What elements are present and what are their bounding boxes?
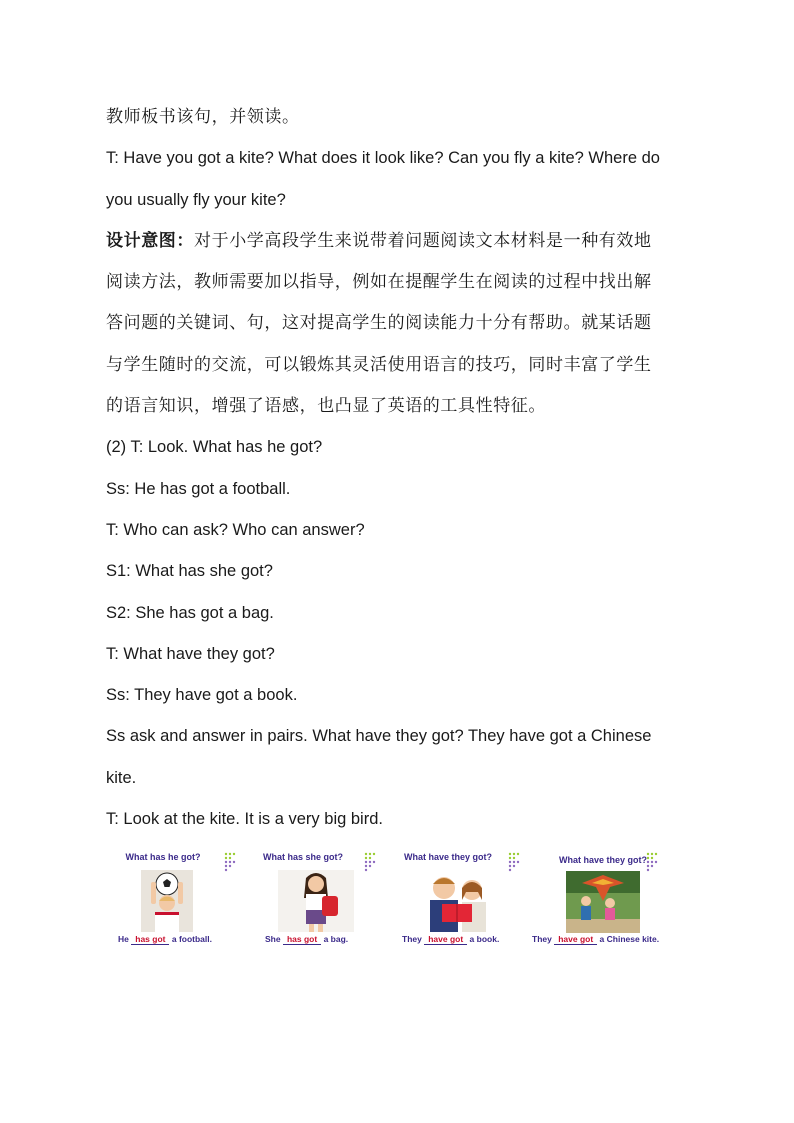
text-line-13: S2: She has got a bag. (106, 603, 274, 622)
dot-grid-icon (364, 852, 378, 874)
children-book-picture (418, 870, 498, 932)
girl-bag-picture (278, 870, 354, 932)
picture-panel-kite (528, 848, 668, 952)
text-line-10: Ss: He has got a football. (106, 479, 291, 498)
answer-blank: has got (131, 934, 169, 945)
text-line-15: Ss: They have got a book. (106, 686, 298, 705)
picture-panels (108, 848, 668, 958)
panel-question: What have they got? (403, 852, 492, 862)
document-body (106, 100, 706, 843)
answer-subject: They (402, 934, 422, 944)
answer-subject: He (118, 934, 129, 944)
picture-panel-bag (248, 848, 388, 952)
answer-object: a bag. (323, 934, 349, 944)
children-kite-picture (566, 871, 640, 933)
picture-panel-football (108, 848, 248, 952)
panel-question: What has he got? (125, 852, 201, 862)
design-intent-text: 对于小学高段学生来说带着问题阅读文本材料是一种有效地 (194, 230, 652, 251)
text-line-11: T: Who can ask? Who can answer? (106, 520, 365, 539)
panel-answer (532, 934, 682, 944)
answer-object: a football. (171, 934, 212, 944)
design-intent-label: 设计意图： (106, 230, 194, 251)
dot-grid-icon (224, 852, 238, 874)
picture-panel-book (388, 848, 528, 952)
answer-object: a book. (469, 934, 500, 944)
text-line-14: T: What have they got? (106, 644, 275, 663)
answer-subject: They (532, 934, 552, 944)
dot-grid-icon (508, 852, 522, 874)
text-line-5: 阅读方法，教师需要加以指导，例如在提醒学生在阅读的过程中找出解 (106, 272, 652, 293)
answer-subject: She (265, 934, 281, 944)
dot-grid-icon (646, 852, 660, 874)
design-intent-line (106, 224, 706, 265)
panel-question: What has she got? (262, 852, 343, 862)
boy-football-picture (141, 870, 193, 932)
answer-blank: have got (554, 934, 597, 945)
text-line-16: Ss ask and answer in pairs. What have they got? They have got a Chinese (106, 727, 652, 746)
text-line-8: 的语言知识，增强了语感，也凸显了英语的工具性特征。 (106, 396, 546, 417)
text-line-9: (2) T: Look. What has he got? (106, 438, 323, 457)
text-line-3: you usually fly your kite? (106, 190, 286, 209)
answer-blank: has got (283, 934, 321, 945)
text-line-6: 答问题的关键词、句，这对提高学生的阅读能力十分有帮助。就某话题 (106, 313, 652, 334)
text-line-1: 教师板书该句，并领读。 (106, 107, 300, 127)
text-line-17: kite. (106, 768, 137, 787)
answer-blank: have got (424, 934, 467, 945)
text-line-18: T: Look at the kite. It is a very big bird. (106, 810, 383, 829)
panel-question: What have they got? (558, 855, 647, 865)
answer-object: a Chinese kite. (599, 934, 660, 944)
text-line-12: S1: What has she got? (106, 562, 273, 581)
text-line-2: T: Have you got a kite? What does it look like? Can you fly a kite? Where do (106, 149, 660, 168)
text-line-7: 与学生随时的交流，可以锻炼其灵活使用语言的技巧，同时丰富了学生 (106, 354, 652, 375)
panel-answer (118, 934, 268, 944)
